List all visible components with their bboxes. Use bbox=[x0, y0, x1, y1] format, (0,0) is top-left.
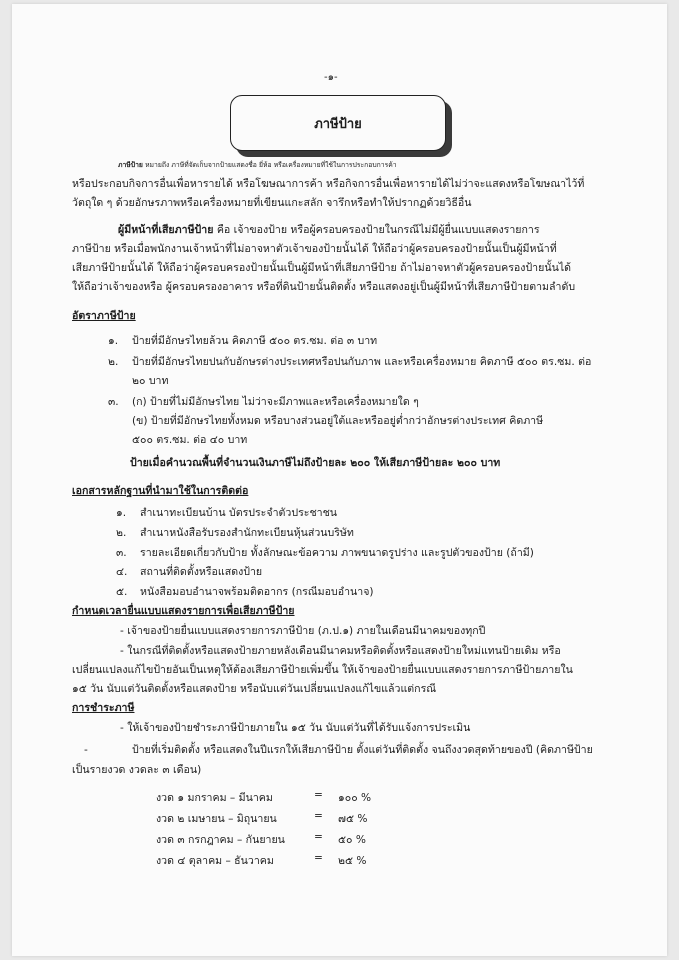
payment-heading: การชำระภาษี bbox=[72, 702, 135, 714]
schedule-period-3: งวด ๓ กรกฎาคม – กันยายน bbox=[156, 834, 285, 846]
definition-line-1: ภาษีป้าย หมายถึง ภาษีที่จัดเก็บจากป้ายแสดงชื่อ ยี่ห้อ หรือเครื่องหมายที่ใช้ในการประกอบการค้า bbox=[118, 161, 397, 169]
payment-bullet-2-cont: เป็นรายงวด งวดละ ๓ เดือน) bbox=[72, 764, 202, 776]
rate-3b-text-cont: ๕๐๐ ตร.ซม. ต่อ ๔๐ บาท bbox=[132, 434, 248, 446]
rate-1-number: ๑. bbox=[108, 335, 119, 347]
payment-bullet-1: - ให้เจ้าของป้ายชำระภาษีป้ายภายใน ๑๕ วัน นับแต่วันที่ได้รับแจ้งการประเมิน bbox=[120, 722, 471, 734]
filing-heading: กำหนดเวลายื่นแบบแสดงรายการเพื่อเสียภาษีป้าย bbox=[72, 605, 295, 617]
taxpayer-term: ผู้มีหน้าที่เสียภาษีป้าย bbox=[118, 224, 214, 236]
rate-2-text-cont: ๒๐ บาท bbox=[132, 375, 169, 387]
rate-3a-text: (ก) ป้ายที่ไม่มีอักษรไทย ไม่ว่าจะมีภาพและหรือเครื่องหมายใด ๆ bbox=[132, 396, 419, 408]
taxpayer-line-3: เสียภาษีป้ายนั้นได้ ให้ถือว่าผู้ครอบครองป้ายนั้นเป็นผู้มีหน้าที่เสียภาษีป้าย ถ้าไม่อาจหาตัวผู้ครอบครองป้ายนั้นได้ bbox=[72, 262, 572, 274]
filing-bullet-2-cont-2: ๑๕ วัน นับแต่วันติดตั้งหรือแสดงป้าย หรือนับแต่วันเปลี่ยนแปลงแก้ไขแล้วแต่กรณี bbox=[72, 683, 437, 695]
schedule-pct-1: ๑๐๐ % bbox=[338, 792, 372, 804]
schedule-period-1: งวด ๑ มกราคม – มีนาคม bbox=[156, 792, 273, 804]
document-1-text: สำเนาทะเบียนบ้าน บัตรประจำตัวประชาชน bbox=[140, 507, 338, 519]
taxpayer-line-4: ให้ถือว่าเจ้าของหรือ ผู้ครอบครองอาคาร หรือที่ดินป้ายนั้นติดตั้ง หรือแสดงอยู่เป็นผู้มีหน้าที่เสียภาษีป้ายตามลำดับ bbox=[72, 281, 576, 293]
document-1-number: ๑. bbox=[116, 507, 127, 519]
filing-bullet-1: - เจ้าของป้ายยื่นแบบแสดงรายการภาษีป้าย (ภ.ป.๑) ภายในเดือนมีนาคมของทุกปี bbox=[120, 625, 486, 637]
schedule-eq-4: = bbox=[314, 852, 323, 864]
minimum-tax-note: ป้ายเมื่อคำนวณพื้นที่จำนวนเงินภาษีไม่ถึงป้ายละ ๒๐๐ ให้เสียภาษีป้ายละ ๒๐๐ บาท bbox=[130, 457, 501, 469]
taxpayer-line-1: ผู้มีหน้าที่เสียภาษีป้าย คือ เจ้าของป้าย หรือผู้ครอบครองป้ายในกรณีไม่มีผู้ยื่นแบบแสดงรายการ bbox=[118, 224, 540, 236]
schedule-pct-3: ๕๐ % bbox=[338, 834, 366, 846]
payment-bullet-2: ป้ายที่เริ่มติดตั้ง หรือแสดงในปีแรกให้เสียภาษีป้าย ตั้งแต่วันที่ติดตั้ง จนถึงงวดสุดท้ายของปี (คิดภาษีป้าย bbox=[132, 744, 593, 756]
filing-bullet-2: - ในกรณีที่ติดตั้งหรือแสดงป้ายภายหลังเดือนมีนาคมหรือติดตั้งหรือแสดงป้ายใหม่แทนป้ายเดิม หรือ bbox=[120, 645, 561, 657]
documents-heading: เอกสารหลักฐานที่นำมาใช้ในการติดต่อ bbox=[72, 485, 249, 497]
title-box bbox=[230, 95, 446, 151]
payment-bullet-2-dash: - bbox=[84, 744, 88, 756]
document-2-number: ๒. bbox=[116, 527, 127, 539]
rate-2-number: ๒. bbox=[108, 356, 119, 368]
rates-heading: อัตราภาษีป้าย bbox=[72, 310, 136, 322]
document-4-text: สถานที่ติดตั้งหรือแสดงป้าย bbox=[140, 566, 263, 578]
schedule-period-4: งวด ๔ ตุลาคม – ธันวาคม bbox=[156, 855, 274, 867]
definition-line-3: วัตถุใด ๆ ด้วยอักษรภาพหรือเครื่องหมายที่เขียนแกะสลัก จารึกหรือทำให้ปรากฏด้วยวิธีอื่น bbox=[72, 197, 472, 209]
page-number: -๑- bbox=[324, 72, 338, 83]
document-3-text: รายละเอียดเกี่ยวกับป้าย ทั้งลักษณะข้อความ ภาพขนาดรูปร่าง และรูปตัวของป้าย (ถ้ามี) bbox=[140, 547, 534, 559]
definition-term: ภาษีป้าย bbox=[118, 161, 143, 169]
schedule-pct-4: ๒๕ % bbox=[338, 855, 367, 867]
taxpayer-line-2: ภาษีป้าย หรือเมื่อพนักงานเจ้าหน้าที่ไม่อาจหาตัวเจ้าของป้ายนั้นได้ ให้ถือว่าผู้ครอบครองป้ายนั้นเป็นผู้มีหน้าที่ bbox=[72, 243, 557, 255]
document-4-number: ๔. bbox=[116, 566, 128, 578]
filing-bullet-2-cont-1: เปลี่ยนแปลงแก้ไขป้ายอันเป็นเหตุให้ต้องเสียภาษีป้ายเพิ่มขึ้น ให้เจ้าของป้ายยื่นแบบแสดงรายการภาษีป้ายภายใน bbox=[72, 664, 573, 676]
rate-3-number: ๓. bbox=[108, 396, 119, 408]
schedule-pct-2: ๗๕ % bbox=[338, 813, 368, 825]
document-2-text: สำเนาหนังสือรับรองสำนักทะเบียนหุ้นส่วนบริษัท bbox=[140, 527, 354, 539]
document-3-number: ๓. bbox=[116, 547, 127, 559]
document-5-text: หนังสือมอบอำนาจพร้อมติดอากร (กรณีมอบอำนาจ) bbox=[140, 586, 374, 598]
schedule-eq-2: = bbox=[314, 810, 323, 822]
document-page bbox=[12, 4, 667, 956]
rate-2-text: ป้ายที่มีอักษรไทยปนกับอักษรต่างประเทศหรือปนกับภาพ และหรือเครื่องหมาย คิดภาษี ๕๐๐ ตร.ซม. ต่อ bbox=[132, 356, 592, 368]
schedule-period-2: งวด ๒ เมษายน – มิถุนายน bbox=[156, 813, 277, 825]
document-5-number: ๕. bbox=[116, 586, 128, 598]
rate-3b-text: (ข) ป้ายที่มีอักษรไทยทั้งหมด หรือบางส่วนอยู่ใต้และหรืออยู่ต่ำกว่าอักษรต่างประเทศ คิดภาษี bbox=[132, 415, 544, 427]
page-title: ภาษีป้าย bbox=[314, 116, 362, 132]
rate-1-text: ป้ายที่มีอักษรไทยล้วน คิดภาษี ๕๐๐ ตร.ซม. ต่อ ๓ บาท bbox=[132, 335, 378, 347]
schedule-eq-1: = bbox=[314, 789, 323, 801]
schedule-eq-3: = bbox=[314, 831, 323, 843]
definition-line-2: หรือประกอบกิจการอื่นเพื่อหารายได้ หรือโฆษณาการค้า หรือกิจการอื่นเพื่อหารายได้ไม่ว่าจะแสดงหรือโฆษณาไว้ที่ bbox=[72, 178, 585, 190]
